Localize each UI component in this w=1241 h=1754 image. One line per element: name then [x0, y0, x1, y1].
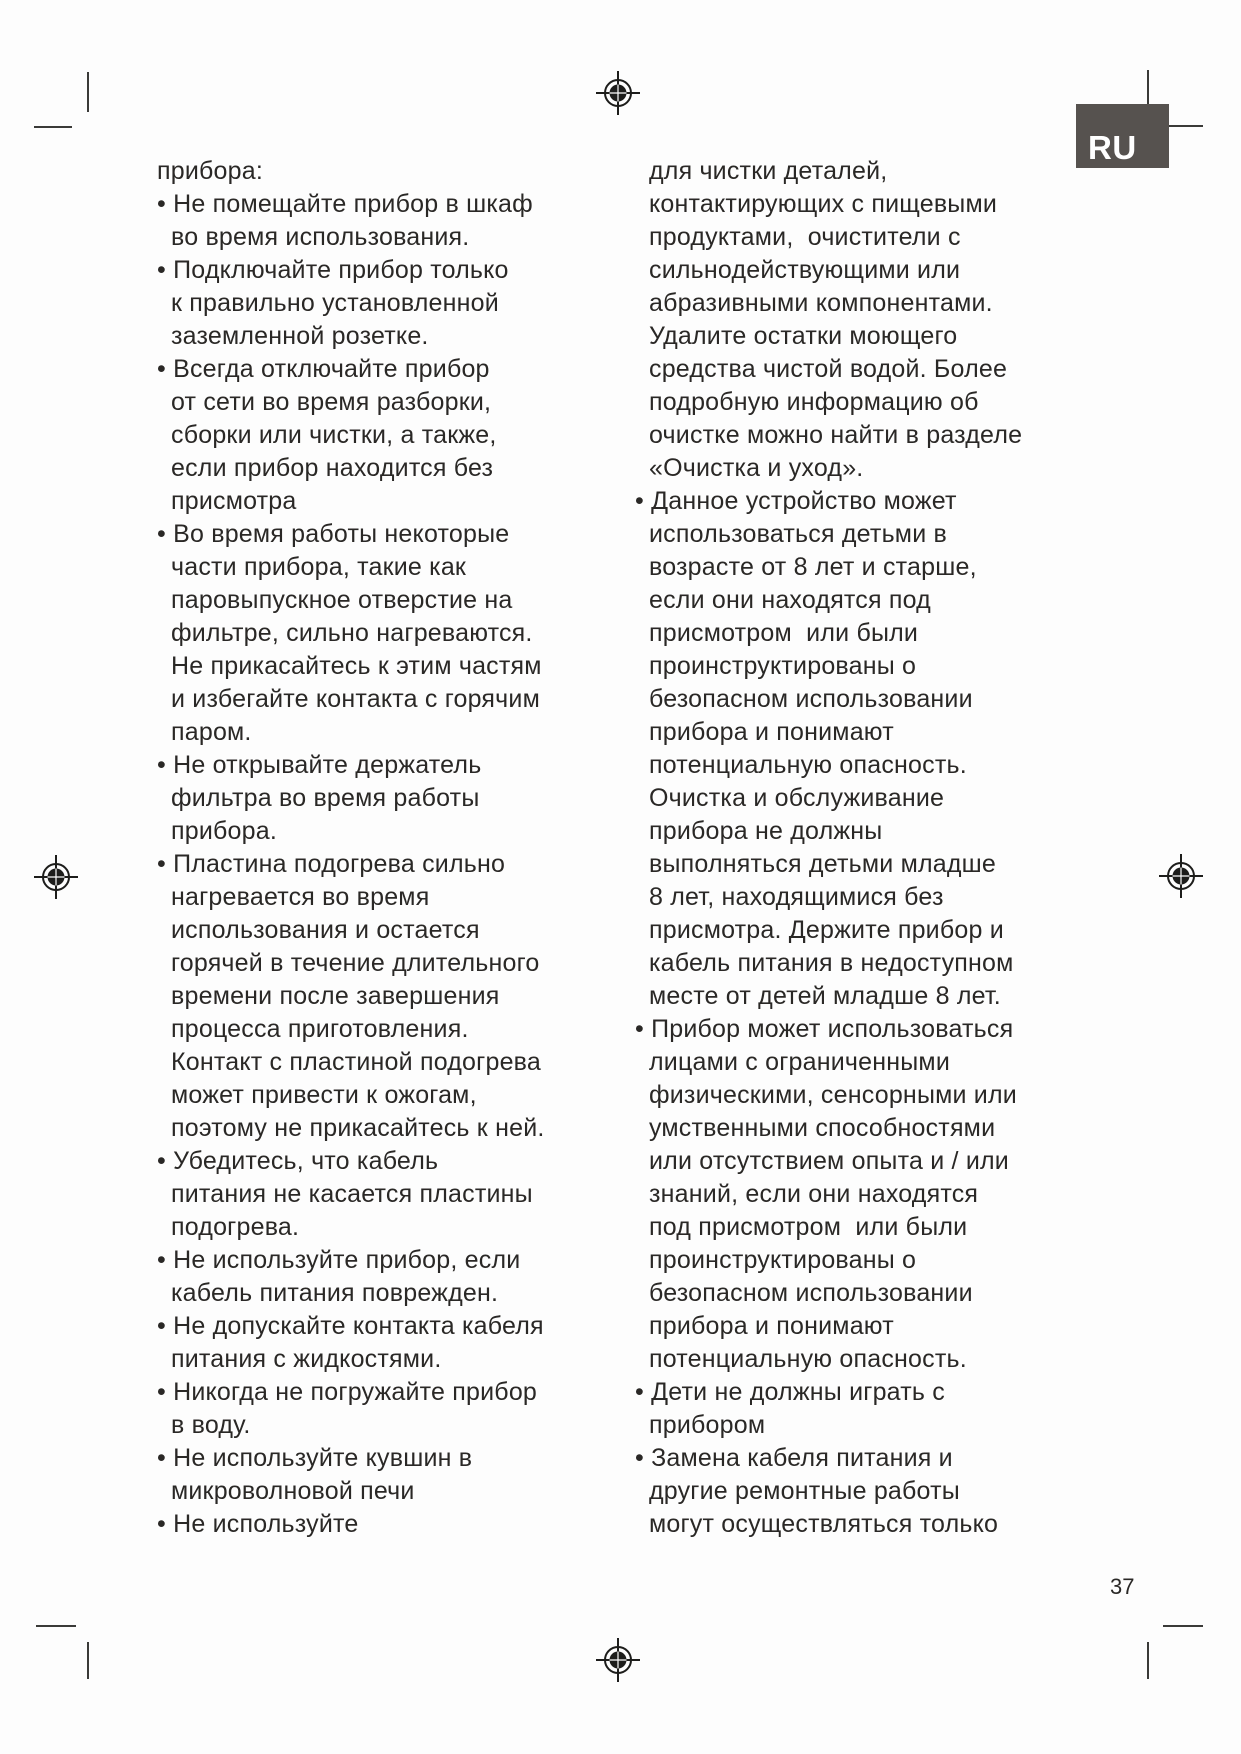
text-line: потенциальную опасность.	[649, 1345, 967, 1373]
text-line: безопасном использовании	[649, 1279, 973, 1307]
text-line: прибора и понимают	[649, 1312, 894, 1340]
text-line: выполняться детьми младше	[649, 850, 996, 878]
text-line: «Очистка и уход».	[649, 454, 864, 482]
text-line: • Не используйте прибор, если	[157, 1246, 521, 1274]
text-line: сборки или чистки, а также,	[171, 421, 497, 449]
text-line: во время использования.	[171, 223, 470, 251]
text-line: присмотра. Держите прибор и	[649, 916, 1004, 944]
crop-mark-icon	[87, 1642, 89, 1679]
text-line: кабель питания в недоступном	[649, 949, 1014, 977]
text-line: микроволновой печи	[171, 1477, 415, 1505]
text-line: горячей в течение длительного	[171, 949, 540, 977]
registration-mark-icon	[596, 71, 640, 115]
left-column	[157, 155, 577, 1541]
text-line: • Дети не должны играть с	[635, 1378, 945, 1406]
text-line: • Не помещайте прибор в шкаф	[157, 190, 533, 218]
text-line: Удалите остатки моющего	[649, 322, 958, 350]
text-line: для чистки деталей,	[649, 157, 888, 185]
text-line: нагревается во время	[171, 883, 430, 911]
crop-mark-icon	[1147, 1642, 1149, 1679]
text-line: или отсутствием опыта и / или	[649, 1147, 1009, 1175]
text-line: абразивными компонентами.	[649, 289, 993, 317]
text-line: прибора не должны	[649, 817, 883, 845]
text-line: • Всегда отключайте прибор	[157, 355, 490, 383]
text-line: • Не допускайте контакта кабеля	[157, 1312, 544, 1340]
text-line: контактирующих с пищевыми	[649, 190, 998, 218]
text-line: присмотра	[171, 487, 297, 515]
text-line: знаний, если они находятся	[649, 1180, 979, 1208]
text-line: • Замена кабеля питания и	[635, 1444, 953, 1472]
text-line: от сети во время разборки,	[171, 388, 492, 416]
text-line: умственными способностями	[649, 1114, 996, 1142]
text-line: • Подключайте прибор только	[157, 256, 509, 284]
text-line: части прибора, такие как	[171, 553, 467, 581]
text-line: питания с жидкостями.	[171, 1345, 442, 1373]
crop-mark-icon	[1164, 125, 1203, 127]
text-line: возрасте от 8 лет и старше,	[649, 553, 977, 581]
text-line: паровыпускное отверстие на	[171, 586, 513, 614]
text-line: использоваться детьми в	[649, 520, 947, 548]
text-line: если они находятся под	[649, 586, 931, 614]
text-line: • Пластина подогрева сильно	[157, 850, 506, 878]
text-line: месте от детей младше 8 лет.	[649, 982, 1001, 1010]
language-badge-label: RU	[1088, 129, 1137, 166]
text-line: • Не открывайте держатель	[157, 751, 482, 779]
registration-mark-icon	[1159, 854, 1203, 898]
text-line: времени после завершения	[171, 982, 500, 1010]
text-line: проинструктированы о	[649, 1246, 917, 1274]
text-line: 8 лет, находящимися без	[649, 883, 944, 911]
text-line: подогрева.	[171, 1213, 300, 1241]
text-line: очистке можно найти в разделе	[649, 421, 1023, 449]
registration-mark-icon	[596, 1638, 640, 1682]
text-line: фильтра во время работы	[171, 784, 480, 812]
text-line: прибора:	[157, 157, 263, 185]
text-line: прибора и понимают	[649, 718, 894, 746]
text-line: • Во время работы некоторые	[157, 520, 510, 548]
text-line: продуктами, очистители с	[649, 223, 961, 251]
text-line: другие ремонтные работы	[649, 1477, 960, 1505]
text-line: • Никогда не погружайте прибор	[157, 1378, 538, 1406]
text-line: потенциальную опасность.	[649, 751, 967, 779]
text-line: процесса приготовления.	[171, 1015, 469, 1043]
text-line: проинструктированы о	[649, 652, 917, 680]
text-line: кабель питания поврежден.	[171, 1279, 499, 1307]
language-badge	[1076, 104, 1169, 168]
text-line: и избегайте контакта с горячим	[171, 685, 540, 713]
text-line: питания не касается пластины	[171, 1180, 533, 1208]
text-line: заземленной розетке.	[171, 322, 429, 350]
page-number: 37	[1110, 1574, 1135, 1599]
crop-mark-icon	[34, 126, 72, 128]
text-line: Не прикасайтесь к этим частям	[171, 652, 542, 680]
text-line: если прибор находится без	[171, 454, 494, 482]
registration-mark-icon	[34, 855, 78, 899]
text-line: поэтому не прикасайтесь к ней.	[171, 1114, 545, 1142]
text-line: к правильно установленной	[171, 289, 499, 317]
text-line: • Не используйте кувшин в	[157, 1444, 473, 1472]
text-line: безопасном использовании	[649, 685, 973, 713]
text-line: может привести к ожогам,	[171, 1081, 477, 1109]
text-line: использования и остается	[171, 916, 480, 944]
text-line: физическими, сенсорными или	[649, 1081, 1017, 1109]
text-line: Очистка и обслуживание	[649, 784, 945, 812]
crop-mark-icon	[87, 72, 89, 112]
text-line: могут осуществляться только	[649, 1510, 999, 1538]
text-line: под присмотром или были	[649, 1213, 968, 1241]
text-line: • Не используйте	[157, 1510, 359, 1538]
text-line: в воду.	[171, 1411, 251, 1439]
text-line: • Данное устройство может	[635, 487, 957, 515]
crop-mark-icon	[1163, 1625, 1203, 1627]
text-line: прибора.	[171, 817, 277, 845]
text-line: фильтре, сильно нагреваются.	[171, 619, 533, 647]
text-line: подробную информацию об	[649, 388, 979, 416]
text-line: средства чистой водой. Более	[649, 355, 1008, 383]
text-line: паром.	[171, 718, 252, 746]
crop-mark-icon	[36, 1625, 76, 1627]
text-line: присмотром или были	[649, 619, 919, 647]
text-line: лицами с ограниченными	[649, 1048, 950, 1076]
text-line: • Прибор может использоваться	[635, 1015, 1014, 1043]
text-line: прибором	[649, 1411, 766, 1439]
text-line: сильнодействующими или	[649, 256, 961, 284]
text-line: Контакт с пластиной подогрева	[171, 1048, 541, 1076]
text-line: • Убедитесь, что кабель	[157, 1147, 439, 1175]
right-column	[635, 155, 1055, 1541]
